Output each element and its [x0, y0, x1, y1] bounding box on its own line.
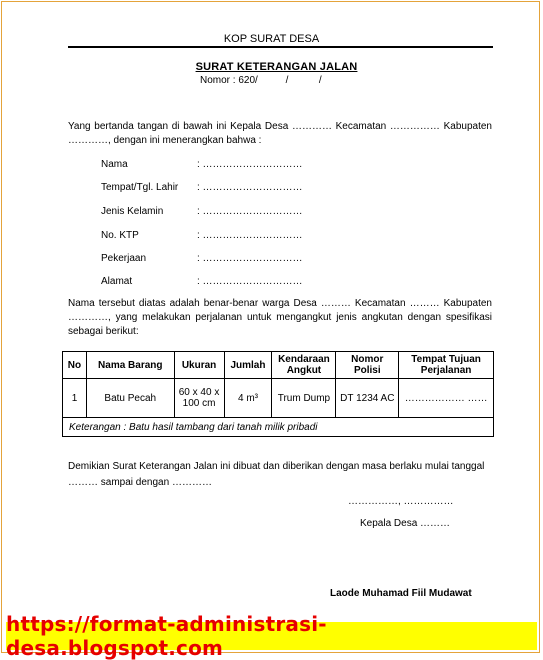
field-label-tempat-tgl-lahir: Tempat/Tgl. Lahir	[101, 182, 179, 193]
table-note-row	[63, 418, 494, 437]
table-cell-kendaraan-angkut: Trum Dump	[272, 379, 336, 418]
table-cell-tempat-tujuan: ……………… ……	[399, 379, 494, 418]
table-cell-ukuran: 60 x 40 x 100 cm	[174, 379, 224, 418]
signer-title: Kepala Desa ………	[360, 518, 451, 529]
letter-title: SURAT KETERANGAN JALAN	[195, 61, 358, 73]
letter-number: Nomor : 620/ / /	[200, 75, 322, 86]
field-value-alamat: : …………………………	[197, 276, 303, 287]
signer-name: Laode Muhamad Fiil Mudawat	[330, 588, 472, 599]
table-header-no: No	[63, 352, 87, 379]
opening-paragraph: Yang bertanda tangan di bawah ini Kepala Desa ………… Kecamatan …………… Kabupaten …………, dengan ini menerangkan bahwa :	[68, 121, 492, 146]
table-cell-nomor-polisi: DT 1234 AC	[336, 379, 399, 418]
closing-paragraph: Demikian Surat Keterangan Jalan ini dibuat dan diberikan dengan masa berlaku mulai tanggal ……… sampai dengan …………	[68, 461, 485, 488]
table-header-jumlah: Jumlah	[224, 352, 272, 379]
field-label-jenis-kelamin: Jenis Kelamin	[101, 206, 164, 217]
table-cell-jumlah: 4 m³	[224, 379, 272, 418]
field-value-pekerjaan: : …………………………	[197, 253, 303, 264]
place-date-line: ……………, ……………	[348, 496, 454, 507]
field-value-jenis-kelamin: : …………………………	[197, 206, 303, 217]
table-row	[63, 379, 494, 418]
table-header-nomor-polisi: Nomor Polisi	[336, 352, 399, 379]
field-label-pekerjaan: Pekerjaan	[101, 253, 147, 264]
blog-url-text[interactable]: https://format-administrasi-desa.blogspot.com	[6, 612, 327, 660]
letterhead-rule	[68, 46, 493, 48]
table-header-nama-barang: Nama Barang	[86, 352, 174, 379]
field-label-no-ktp: No. KTP	[101, 230, 139, 241]
statement-paragraph: Nama tersebut diatas adalah benar-benar warga Desa ……… Kecamatan ……… Kabupaten …………, yang melakukan perjalanan untuk mengangkut jenis angkutan dengan spesifikasi sebagai berikut:	[68, 298, 492, 337]
field-value-tempat-tgl-lahir: : …………………………	[197, 182, 303, 193]
blog-url-banner	[6, 612, 537, 660]
table-header-tempat-tujuan: Tempat Tujuan Perjalanan	[399, 352, 494, 379]
field-label-nama: Nama	[101, 159, 128, 170]
field-value-nama: : …………………………	[197, 159, 303, 170]
table-cell-no: 1	[63, 379, 87, 418]
field-label-alamat: Alamat	[101, 276, 133, 287]
table-header-kendaraan-angkut: Kendaraan Angkut	[272, 352, 336, 379]
table-note: Keterangan : Batu hasil tambang dari tanah milik pribadi	[63, 418, 494, 437]
table-header-row	[63, 352, 494, 379]
cargo-table	[62, 351, 494, 437]
table-header-ukuran: Ukuran	[174, 352, 224, 379]
field-value-no-ktp: : …………………………	[197, 230, 303, 241]
table-cell-nama-barang: Batu Pecah	[86, 379, 174, 418]
letterhead: KOP SURAT DESA	[223, 33, 320, 45]
